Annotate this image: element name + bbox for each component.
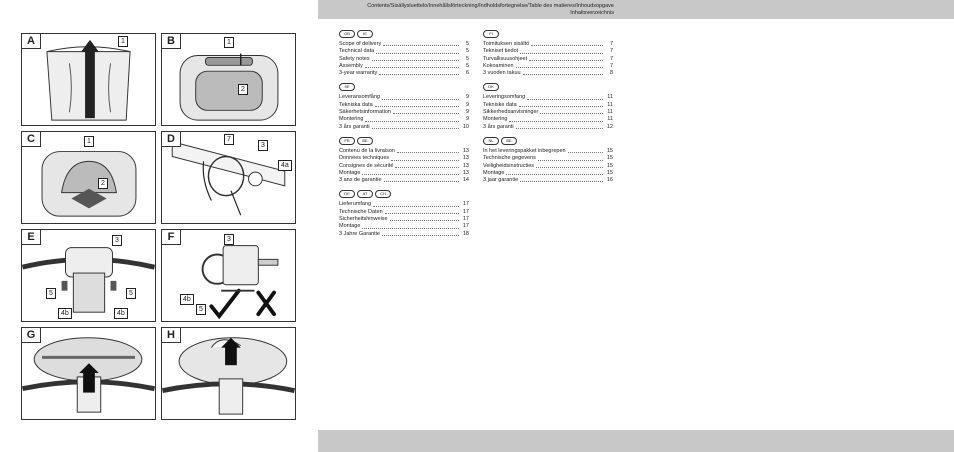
callout-2: 2 — [238, 84, 248, 95]
dot-leader — [506, 170, 603, 175]
toc-entry[interactable] — [483, 116, 613, 123]
callout-2: 2 — [98, 178, 108, 189]
figure-b — [161, 33, 296, 126]
country-flags — [339, 30, 469, 38]
callout-4b: 4b — [114, 308, 128, 319]
dot-leader — [397, 148, 459, 153]
toc-entry[interactable] — [339, 177, 469, 184]
dot-leader — [382, 94, 459, 99]
callout-4b: 4b — [180, 294, 194, 305]
toc-entry-page: 11 — [607, 116, 613, 123]
country-code-badge: NL — [483, 137, 499, 145]
toc-entry-page: 17 — [462, 223, 469, 230]
toc-entry-label: Lieferumfang — [339, 201, 372, 208]
toc-entry[interactable] — [483, 48, 613, 55]
contents-header — [318, 0, 954, 19]
country-code-badge: SE — [339, 83, 355, 91]
dot-leader — [376, 48, 459, 53]
dot-leader — [393, 109, 459, 114]
figure-g — [21, 327, 156, 420]
toc-entry-label: Montage — [339, 169, 361, 176]
toc-entry-page: 8 — [609, 70, 613, 77]
country-code-badge: AT — [357, 190, 373, 198]
country-code-badge: FR — [339, 137, 355, 145]
toc-entry-label: Tekniske data — [483, 101, 517, 108]
toc-entry-label: 3-year warranty — [339, 70, 378, 77]
contents-title: Contents/Sisällysluettelo/Innehållsförteckning/Indholdsfortegnelse/Table des matieres/Inhoudsopgave — [367, 3, 614, 9]
dot-leader — [568, 148, 603, 153]
toc-entry-page: 6 — [465, 70, 469, 77]
toc-entry-page: 9 — [465, 101, 469, 108]
figure-label: H — [162, 328, 181, 343]
toc-entry[interactable] — [339, 216, 469, 223]
toc-entry[interactable] — [483, 170, 613, 177]
toc-entry[interactable] — [339, 102, 469, 109]
country-flags — [339, 190, 469, 198]
toc-entry-page: 13 — [462, 155, 469, 162]
toc-entry[interactable] — [483, 56, 613, 63]
toc-entry-page: 14 — [462, 177, 469, 184]
toc-entry[interactable] — [339, 63, 469, 70]
toc-column-2 — [483, 30, 613, 190]
toc-entry-page: 13 — [462, 147, 469, 154]
toc-entry-page: 18 — [462, 230, 469, 237]
callout-1: 1 — [84, 136, 94, 147]
contents-title-cont: Inhaltsverzeichnis — [570, 10, 614, 16]
toc-entry[interactable] — [339, 163, 469, 170]
callout-7: 7 — [224, 134, 234, 145]
toc-column-1 — [339, 30, 469, 244]
dot-leader — [538, 155, 603, 160]
toc-entry-page: 5 — [465, 48, 469, 55]
toc-entry-page: 7 — [609, 48, 613, 55]
country-flags — [483, 83, 613, 91]
toc-entry[interactable] — [339, 223, 469, 230]
toc-entry[interactable] — [483, 148, 613, 155]
toc-entry-page: 9 — [465, 109, 469, 116]
toc-entry[interactable] — [339, 48, 469, 55]
toc-entry[interactable] — [339, 155, 469, 162]
toc-entry-page: 17 — [462, 208, 469, 215]
dot-leader — [365, 63, 459, 68]
toc-entry-page: 11 — [607, 101, 613, 108]
country-code-badge: BE — [357, 137, 373, 145]
toc-entry-page: 9 — [465, 116, 469, 123]
toc-entry-label: Montering — [339, 116, 364, 123]
toc-entry-page: 11 — [607, 109, 613, 116]
toc-entry-page: 5 — [465, 41, 469, 47]
toc-entry-label: Veiligheidsinstructies — [483, 162, 535, 169]
callout-3: 3 — [258, 140, 268, 151]
toc-entry-label: Technische Daten — [339, 208, 383, 215]
callout-4b: 4b — [58, 308, 72, 319]
toc-entry-label: 3 ans de garantie — [339, 177, 382, 184]
toc-entry[interactable] — [339, 201, 469, 208]
toc-entry[interactable] — [339, 124, 469, 131]
toc-entry-label: Leveransomfång — [339, 94, 380, 101]
toc-entry-page: 15 — [606, 162, 613, 169]
toc-entry[interactable] — [339, 56, 469, 63]
toc-entry-page: 17 — [462, 216, 469, 223]
bracket-mount-illustration — [22, 230, 155, 321]
toc-entry-label: In het leveringspakket inbegrepen — [483, 147, 566, 154]
toc-entry-label: 3 vuoden takuu — [483, 70, 521, 77]
toc-entry[interactable] — [339, 94, 469, 101]
country-code-badge: IE — [357, 30, 373, 38]
toc-language-group — [483, 137, 613, 184]
toc-entry-label: Montage — [339, 223, 361, 230]
dot-leader — [362, 223, 459, 228]
toc-entry[interactable] — [483, 70, 613, 77]
toc-entry-page: 12 — [606, 123, 613, 130]
callout-1: 1 — [224, 37, 234, 48]
toc-entry-page: 13 — [462, 169, 469, 176]
toc-entry[interactable] — [339, 109, 469, 116]
toc-language-group — [339, 83, 469, 130]
dot-leader — [516, 124, 603, 129]
toc-entry[interactable] — [339, 116, 469, 123]
toc-entry-label: Safety notes — [339, 55, 370, 62]
toc-entry-label: 3 års garanti — [483, 123, 514, 130]
toc-entry[interactable] — [483, 109, 613, 116]
dot-leader — [372, 124, 459, 129]
toc-entry-label: Consignes de sécurité — [339, 162, 394, 169]
toc-entry-label: Montage — [483, 169, 505, 176]
toc-entry[interactable] — [483, 102, 613, 109]
toc-entry-label: Technische gegevens — [483, 155, 536, 162]
toc-entry-page: 5 — [465, 62, 469, 69]
dot-leader — [379, 70, 459, 75]
toc-language-group — [483, 30, 613, 77]
country-flags — [483, 30, 613, 38]
toc-entry-page: 15 — [606, 155, 613, 162]
toc-entry[interactable] — [339, 41, 469, 48]
toc-entry-label: Contenu de la livraison — [339, 147, 395, 154]
toc-entry-page: 13 — [462, 162, 469, 169]
country-code-badge: DK — [483, 83, 499, 91]
dot-leader — [519, 102, 603, 107]
callout-3: 3 — [112, 235, 122, 246]
toc-entry-label: Sikkerhedsanvisninger — [483, 109, 539, 116]
figure-h — [161, 327, 296, 420]
handlebar-clamp-illustration — [162, 132, 295, 223]
country-code-badge: DE — [339, 190, 355, 198]
figure-e — [21, 229, 156, 322]
dot-leader — [385, 209, 459, 214]
dot-leader — [383, 41, 459, 46]
dot-leader — [382, 231, 459, 236]
figure-d — [161, 131, 296, 224]
dot-leader — [365, 116, 459, 121]
dot-leader — [375, 102, 459, 107]
figure-f — [161, 229, 296, 322]
callout-5: 5 — [126, 288, 136, 299]
toc-entry[interactable] — [483, 41, 613, 48]
toc-entry[interactable] — [339, 170, 469, 177]
toc-entry-label: Leveringsomfang — [483, 94, 526, 101]
page-footer-bar — [318, 430, 954, 452]
toc-entry-label: Tekniset tiedot — [483, 48, 519, 55]
country-code-badge: GB — [339, 30, 355, 38]
toc-entry[interactable] — [483, 163, 613, 170]
toc-entry-page: 15 — [606, 147, 613, 154]
toc-entry-label: 3 Jahre Garantie — [339, 230, 380, 237]
callout-4a: 4a — [278, 160, 292, 171]
toc-language-group — [339, 190, 469, 237]
dot-leader — [531, 41, 603, 46]
toc-entry-page: 15 — [606, 169, 613, 176]
dot-leader — [529, 56, 603, 61]
dot-leader — [540, 109, 603, 114]
toc-language-group — [483, 83, 613, 130]
country-flags — [483, 137, 613, 145]
dot-leader — [384, 177, 459, 182]
toc-entry-page: 7 — [609, 41, 613, 47]
toc-entry[interactable] — [483, 63, 613, 70]
toc-entry[interactable] — [339, 70, 469, 77]
figure-label: A — [22, 34, 41, 49]
dot-leader — [520, 48, 603, 53]
dot-leader — [527, 94, 603, 99]
toc-entry-label: Toimituksen sisältö — [483, 41, 530, 47]
figure-label: G — [22, 328, 41, 343]
toc-entry-label: Kokoaminen — [483, 62, 514, 69]
toc-entry-page: 9 — [465, 94, 469, 101]
country-flags — [339, 137, 469, 145]
country-code-badge: CH — [375, 190, 391, 198]
callout-5: 5 — [196, 304, 206, 315]
toc-entry-page: 5 — [465, 55, 469, 62]
dot-leader — [509, 116, 603, 121]
basket-attach-illustration — [22, 328, 155, 419]
toc-entry-label: Montering — [483, 116, 508, 123]
toc-entry-page: 7 — [609, 55, 613, 62]
toc-entry-page: 17 — [462, 201, 469, 208]
dot-leader — [372, 56, 459, 61]
toc-entry[interactable] — [339, 148, 469, 155]
toc-entry-page: 10 — [462, 123, 469, 130]
dot-leader — [373, 201, 459, 206]
toc-entry-label: 3 jaar garantie — [483, 177, 519, 184]
toc-language-group — [339, 30, 469, 77]
toc-entry-label: Scope of delivery — [339, 41, 382, 47]
toc-entry-label: Säkerhetsinformation — [339, 109, 391, 116]
toc-entry[interactable] — [483, 94, 613, 101]
toc-entry[interactable] — [339, 231, 469, 238]
dot-leader — [390, 216, 459, 221]
country-flags — [339, 83, 469, 91]
country-code-badge: BE — [501, 137, 517, 145]
toc-entry-label: Tekniska data — [339, 101, 373, 108]
figure-a — [21, 33, 156, 126]
figure-label: C — [22, 132, 41, 147]
toc-entry-label: Turvallisuusohjeet — [483, 55, 528, 62]
toc-language-group — [339, 137, 469, 184]
toc-entry-page: 7 — [609, 62, 613, 69]
figure-label: D — [162, 132, 181, 147]
figure-label: B — [162, 34, 181, 49]
country-code-badge: FI — [483, 30, 499, 38]
dot-leader — [520, 177, 603, 182]
dot-leader — [523, 70, 603, 75]
basket-illustration — [22, 34, 155, 125]
toc-entry-label: Sicherheitshinweise — [339, 216, 388, 223]
dot-leader — [516, 63, 603, 68]
toc-entry-label: 3 års garanti — [339, 123, 370, 130]
figure-label: F — [162, 230, 181, 245]
toc-entry[interactable] — [339, 209, 469, 216]
callout-1: 1 — [118, 36, 128, 47]
figure-c — [21, 131, 156, 224]
callout-3: 3 — [224, 234, 234, 245]
toc-entry-page: 16 — [606, 177, 613, 184]
figure-label: E — [22, 230, 41, 245]
toc-entry-label: Données techniques — [339, 155, 390, 162]
basket-detach-illustration — [162, 328, 295, 419]
dot-leader — [362, 170, 459, 175]
toc-entry-page: 11 — [607, 94, 613, 101]
toc-entry-label: Assembly — [339, 62, 363, 69]
toc-entry-label: Technical data — [339, 48, 375, 55]
dot-leader — [395, 163, 459, 168]
callout-5: 5 — [46, 288, 56, 299]
toc-entry[interactable] — [483, 177, 613, 184]
dot-leader — [391, 155, 459, 160]
toc-entry[interactable] — [483, 155, 613, 162]
toc-entry[interactable] — [483, 124, 613, 131]
dot-leader — [536, 163, 603, 168]
